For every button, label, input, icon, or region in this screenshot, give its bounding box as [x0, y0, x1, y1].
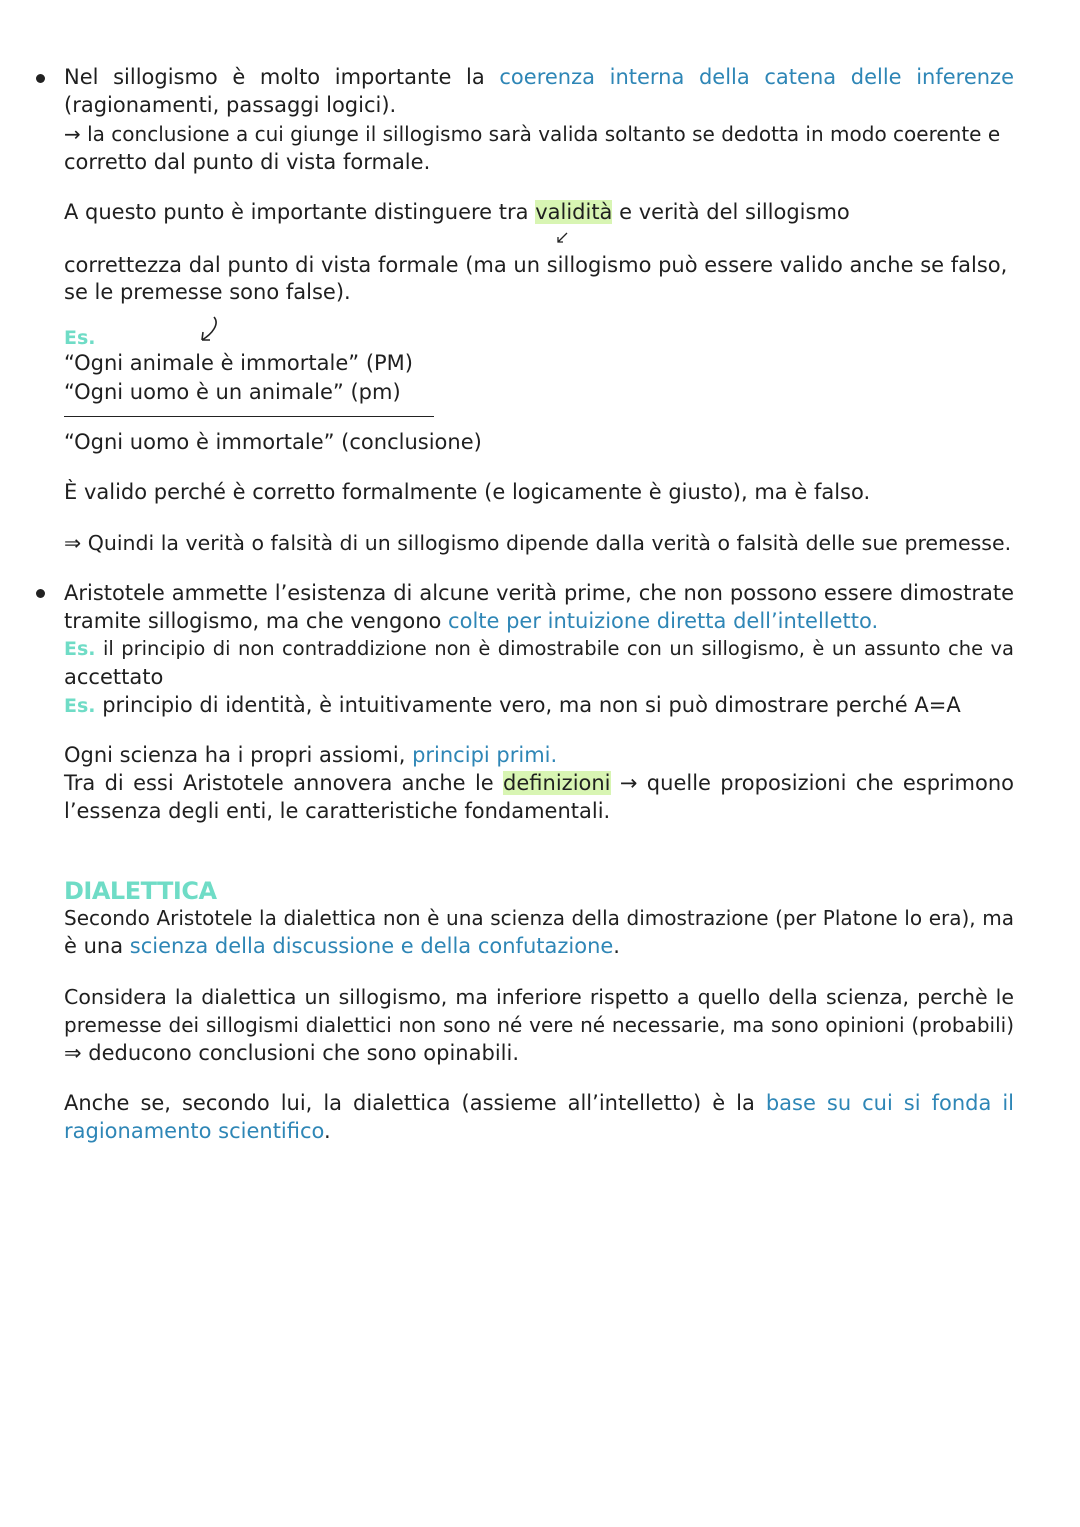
dialettica-line-7: ragionamento scientifico.: [64, 1119, 331, 1143]
para-1-line-3: → la conclusione a cui giunge il sillogismo sarà valida soltanto se dedotta in modo coerente e: [64, 122, 1001, 146]
curved-arrow-icon: [196, 314, 222, 344]
para-1-line-4: corretto dal punto di vista formale.: [64, 150, 431, 174]
para-2-line-2: tramite sillogismo, ma che vengono colte per intuizione diretta dell’intelletto.: [64, 609, 879, 633]
dialettica-line-2: è una scienza della discussione e della confutazione.: [64, 934, 620, 958]
dialettica-line-3: Considera la dialettica un sillogismo, ma inferiore rispetto a quello della scienza, perchè le: [64, 985, 1014, 1009]
small-down-arrow-icon: [554, 230, 570, 246]
para-2-line-1: Aristotele ammette l’esistenza di alcune verità prime, che non possono essere dimostrate: [64, 581, 1014, 605]
para-2-line-3: Es. il principio di non contraddizione non è dimostrabile con un sillogismo, è un assunto che va: [64, 637, 1015, 660]
para-1-line-1: Nel sillogismo è molto importante la coerenza interna della catena delle inferenze: [64, 65, 1014, 89]
syllogism-divider: [64, 416, 434, 417]
valido-line: È valido perché è corretto formalmente (e logicamente è giusto), ma è falso.: [64, 480, 871, 504]
quindi-line: ⇒ Quindi la verità o falsità di un sillogismo dipende dalla verità o falsità delle sue premesse.: [64, 531, 1012, 555]
highlight-validita: validità: [535, 200, 613, 224]
definizioni-line: Tra di essi Aristotele annovera anche le definizioni → quelle proposizioni che esprimono: [64, 771, 1014, 795]
correttezza-line-1: correttezza dal punto di vista formale (ma un sillogismo può essere valido anche se falso,: [64, 253, 1008, 277]
para-2-line-5: Es. principio di identità, è intuitivamente vero, ma non si può dimostrare perché A=A: [64, 693, 961, 717]
para-2-line-4: accettato: [64, 665, 164, 689]
premessa-maggiore: “Ogni animale è immortale” (PM): [64, 351, 413, 375]
conclusione: “Ogni uomo è immortale” (conclusione): [64, 430, 482, 454]
bullet-1: [36, 74, 45, 83]
premessa-minore: “Ogni uomo è un animale” (pm): [64, 380, 401, 404]
dialettica-line-4: premesse dei sillogismi dialettici non sono né vere né necessarie, ma sono opinioni (probabili): [64, 1013, 1014, 1037]
es-label: Es.: [64, 327, 96, 349]
bullet-2: [36, 589, 45, 598]
section-heading-dialettica: DIALETTICA: [64, 877, 217, 905]
highlight-definizioni: definizioni: [503, 771, 611, 795]
assiomi-line: Ogni scienza ha i propri assiomi, principi primi.: [64, 743, 558, 767]
dialettica-line-6: Anche se, secondo lui, la dialettica (assieme all’intelletto) è la base su cui si fonda il: [64, 1091, 1014, 1115]
dialettica-line-5: ⇒ deducono conclusioni che sono opinabili.: [64, 1041, 519, 1065]
correttezza-line-2: se le premesse sono false).: [64, 280, 351, 304]
dialettica-line-1: Secondo Aristotele la dialettica non è una scienza della dimostrazione (per Platone lo era), ma: [64, 906, 1014, 930]
para-1-line-2: (ragionamenti, passaggi logici).: [64, 93, 397, 117]
validita-line: A questo punto è importante distinguere tra validità e verità del sillogismo: [64, 200, 850, 224]
essenza-line: l’essenza degli enti, le caratteristiche fondamentali.: [64, 799, 611, 823]
